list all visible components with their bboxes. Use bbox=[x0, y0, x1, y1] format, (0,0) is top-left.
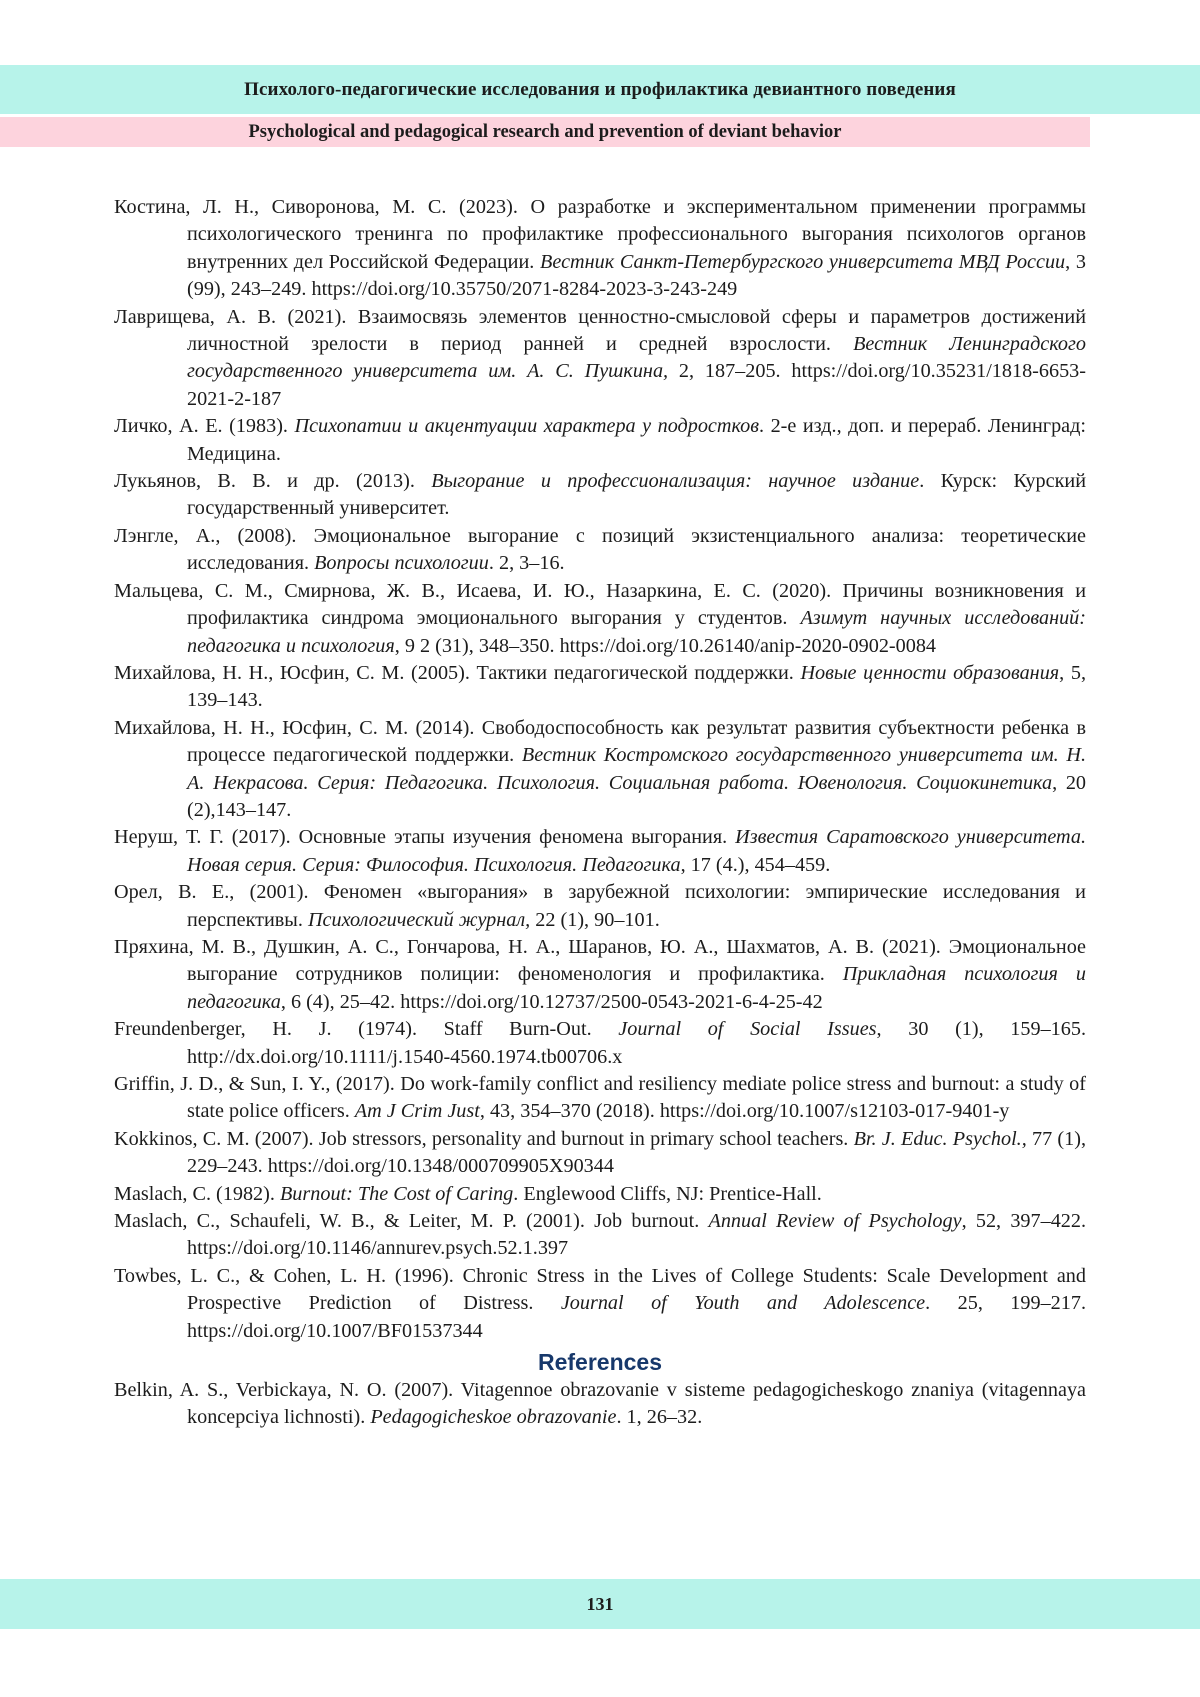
reference-text: . 2-е изд., доп. и перераб. Ленинград: Медицина. bbox=[187, 415, 1087, 465]
reference-item bbox=[114, 1181, 1086, 1208]
reference-text: Личко, А. Е. (1983). bbox=[114, 415, 295, 438]
reference-text: Лэнгле, А., (2008). Эмоциональное выгорание с позиций экзистенциального анализа: теоретические исследования. bbox=[114, 524, 1086, 575]
reference-text: . Englewood Cliffs, NJ: Prentice-Hall. bbox=[513, 1182, 822, 1205]
reference-source: Burnout: The Cost of Caring bbox=[279, 1182, 514, 1205]
reference-item bbox=[114, 194, 1086, 304]
reference-text: , 6 (4), 25–42. https://doi.org/10.12737/2500-0543-2021-6-4-25-42 bbox=[280, 990, 823, 1013]
reference-source: Психологический журнал, bbox=[307, 908, 531, 931]
reference-text: 22 (1), 90–101. bbox=[530, 908, 660, 931]
journal-title-en-band bbox=[0, 117, 1090, 147]
reference-text: , 9 2 (31), 348–350. https://doi.org/10.26140/anip-2020-0902-0084 bbox=[394, 634, 937, 657]
reference-item bbox=[114, 1377, 1086, 1432]
reference-text: 2, 187–205. https://doi.org/10.35231/1818-6653-2021-2-187 bbox=[187, 360, 1087, 410]
reference-source: Вестник Ленинградского государственного университета им. А. С. Пушкина, bbox=[187, 333, 1086, 383]
reference-item bbox=[114, 879, 1086, 934]
reference-text: , 3 (99), 243–249. https://doi.org/10.35750/2071-8284-2023-3-243-249 bbox=[187, 250, 1086, 301]
reference-text: Лукьянов, В. В. и др. (2013). bbox=[114, 470, 432, 493]
reference-text: , 52, 397–422. https://doi.org/10.1146/annurev.psych.52.1.397 bbox=[187, 1210, 1087, 1260]
reference-text: Griffin, J. D., & Sun, I. Y., (2017). Do work-family conflict and resiliency mediate police stress and burnout: a study of state police officers. bbox=[114, 1073, 1086, 1123]
reference-item bbox=[114, 304, 1086, 414]
reference-source: Вестник Костромского государственного университета им. Н. А. Некрасова. Серия: Педагогика. Психология. Социальная работа. Ювенология. Социокинетика bbox=[187, 744, 1086, 794]
reference-item bbox=[114, 1263, 1086, 1345]
reference-text: Kokkinos, C. M. (2007). Job stressors, personality and burnout in primary school teachers. bbox=[114, 1127, 854, 1150]
reference-text: . 25, 199–217. https://doi.org/10.1007/BF01537344 bbox=[187, 1292, 1086, 1342]
reference-item bbox=[114, 468, 1086, 523]
reference-source: Annual Review of Psychology bbox=[708, 1210, 962, 1233]
reference-source: Am J Crim Just bbox=[354, 1100, 480, 1123]
reference-source: Психопатии и акцентуации характера у подростков bbox=[294, 415, 760, 438]
reference-text: Лаврищева, А. В. (2021). Взаимосвязь элементов ценностно-смысловой сферы и параметров достижений личностной зрелости в период ранней и средней взрослости. bbox=[114, 305, 1086, 356]
reference-text: Belkin, A. S., Verbickaya, N. O. (2007). Vitagennoe obrazovanie v sisteme pedagogicheskogo znaniya (vitagennaya koncepciya lichnosti). bbox=[114, 1379, 1086, 1429]
reference-text: Неруш, Т. Г. (2017). Основные этапы изучения феномена выгорания. bbox=[114, 826, 736, 849]
reference-source: Выгорание и профессионализация: научное издание bbox=[431, 470, 920, 493]
reference-source: Вестник Санкт-Петербургского университета МВД России bbox=[540, 250, 1066, 273]
reference-text: , 20 (2),143–147. bbox=[187, 771, 1087, 821]
reference-source: Прикладная психология и педагогика bbox=[187, 963, 1086, 1013]
reference-item bbox=[114, 824, 1086, 879]
reference-item bbox=[114, 1208, 1086, 1263]
reference-source: Новые ценности образования bbox=[800, 661, 1060, 684]
reference-text: Михайлова, Н. Н., Юсфин, С. М. (2005). Тактики педагогической поддержки. bbox=[114, 661, 801, 684]
reference-text: Пряхина, М. В., Душкин, А. С., Гончарова, Н. А., Шаранов, Ю. А., Шахматов, А. В. (2021). Эмоциональное выгорание сотрудников полиции: феноменология и профилактика. bbox=[114, 935, 1086, 986]
reference-item bbox=[114, 1071, 1086, 1126]
reference-item bbox=[114, 523, 1086, 578]
journal-title-ru: Психолого-педагогические исследования и профилактика девиантного поведения bbox=[244, 78, 956, 100]
reference-source: Journal of Social Issues bbox=[618, 1018, 877, 1041]
reference-source: Pedagogicheskoe obrazovanie bbox=[370, 1406, 617, 1429]
reference-text: . 2, 3–16. bbox=[488, 552, 565, 575]
reference-item bbox=[114, 578, 1086, 660]
reference-text: , 17 (4.), 454–459. bbox=[680, 853, 831, 876]
reference-source: Известия Саратовского университета. Новая серия. Серия: Философия. Психология. Педагогика bbox=[187, 826, 1086, 876]
reference-text: Орел, В. Е., (2001). Феномен «выгорания» в зарубежной психологии: эмпирические исследования и перспективы. bbox=[114, 881, 1086, 931]
reference-text: , 43, 354–370 (2018). https://doi.org/10.1007/s12103-017-9401-y bbox=[479, 1100, 1010, 1123]
footer-band bbox=[0, 1579, 1200, 1629]
reference-source: Азимут научных исследований: педагогика и психология bbox=[187, 607, 1086, 657]
reference-text: , 30 (1), 159–165. http://dx.doi.org/10.1111/j.1540-4560.1974.tb00706.x bbox=[187, 1018, 1086, 1068]
reference-item bbox=[114, 1126, 1086, 1181]
reference-text: Maslach, C. (1982). bbox=[114, 1182, 280, 1205]
reference-source: Br. J. Educ. Psychol., bbox=[853, 1127, 1027, 1150]
journal-title-en: Psychological and pedagogical research and prevention of deviant behavior bbox=[248, 121, 842, 142]
reference-text: Maslach, C., Schaufeli, W. B., & Leiter, M. P. (2001). Job burnout. bbox=[114, 1210, 709, 1233]
reference-source: Journal of Youth and Adolescence bbox=[560, 1292, 926, 1315]
reference-text: Михайлова, Н. Н., Юсфин, С. М. (2014). Свободоспособность как результат развития субъектности ребенка в процессе педагогической поддержки. bbox=[114, 716, 1086, 767]
reference-text: . Курск: Курский государственный университет. bbox=[187, 470, 1086, 520]
page-number: 131 bbox=[586, 1593, 614, 1614]
journal-title-ru-band bbox=[0, 65, 1200, 114]
reference-item bbox=[114, 660, 1086, 715]
references-heading: References bbox=[537, 1349, 663, 1376]
transliterated-references bbox=[114, 1377, 1086, 1432]
reference-item bbox=[114, 1016, 1086, 1071]
reference-item bbox=[114, 715, 1086, 825]
reference-list bbox=[114, 194, 1086, 1432]
russian-references bbox=[114, 194, 1086, 1345]
reference-text: , 5, 139–143. bbox=[187, 661, 1086, 712]
reference-text: Костина, Л. Н., Сиворонова, М. С. (2023). О разработке и экспериментальном применении программы психологического тренинга по профилактике профессионального выгорания психологов органов внутренних дел Российской Федерации. bbox=[114, 196, 1086, 273]
reference-text: Мальцева, С. М., Смирнова, Ж. В., Исаева, И. Ю., Назаркина, Е. С. (2020). Причины возникновения и профилактика синдрома эмоционального выгорания у студентов. bbox=[114, 579, 1086, 630]
reference-text: 77 (1), 229–243. https://doi.org/10.1348/000709905X90344 bbox=[187, 1127, 1086, 1178]
reference-text: . 1, 26–32. bbox=[616, 1406, 703, 1429]
reference-item bbox=[114, 934, 1086, 1016]
reference-text: Freundenberger, H. J. (1974). Staff Burn-Out. bbox=[114, 1018, 619, 1041]
reference-item bbox=[114, 413, 1086, 468]
reference-source: Вопросы психологии bbox=[314, 552, 489, 575]
reference-text: Towbes, L. C., & Cohen, L. H. (1996). Chronic Stress in the Lives of College Students: Scale Development and Prospective Prediction of Distress. bbox=[114, 1264, 1086, 1315]
